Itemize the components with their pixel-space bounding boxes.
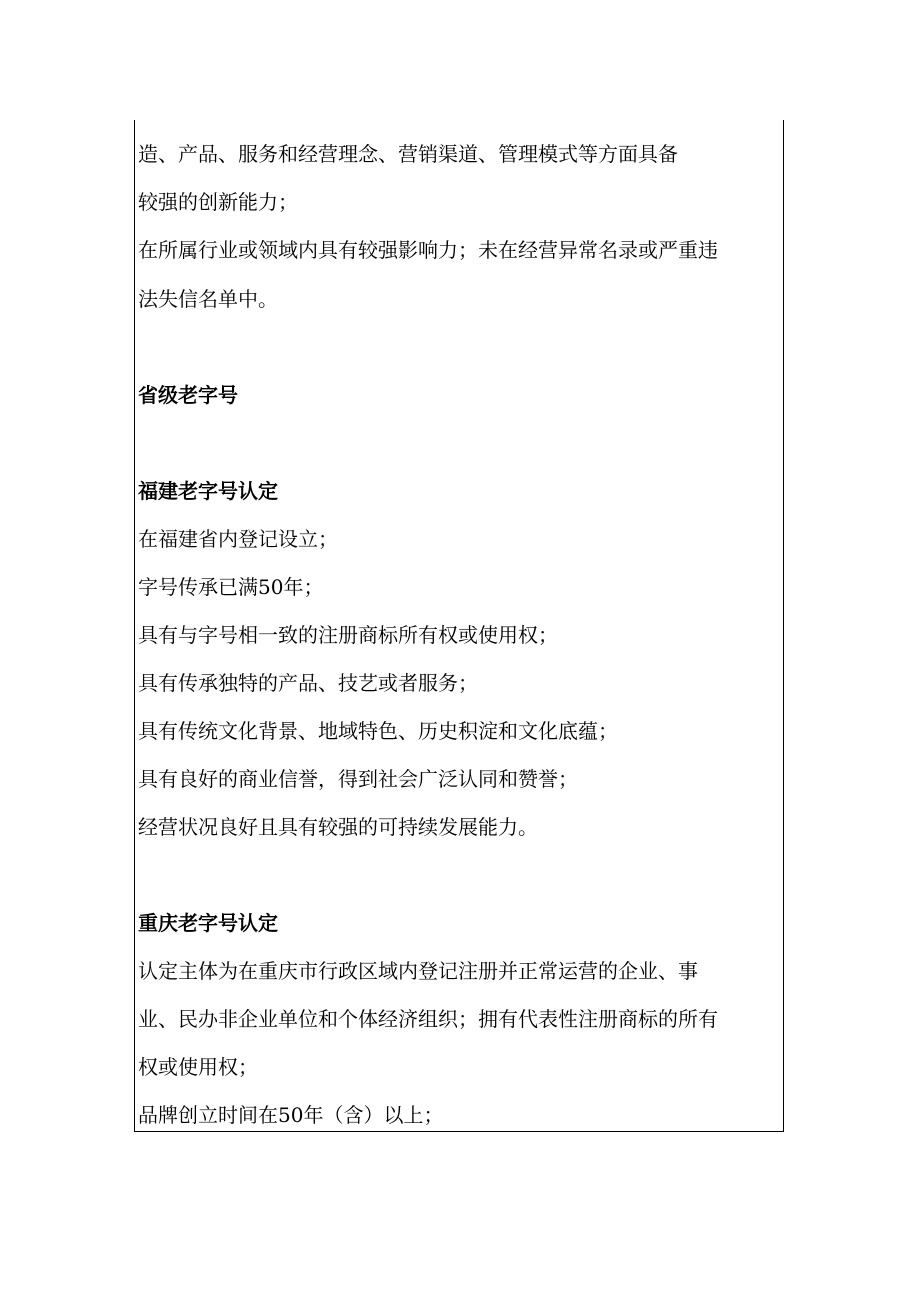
fujian-item: 经营状况良好且具有较强的可持续发展能力。 xyxy=(138,815,538,839)
intro-line-3: 在所属行业或领域内具有较强影响力；未在经营异常名录或严重违 xyxy=(138,238,718,262)
fujian-item: 具有传承独特的产品、技艺或者服务； xyxy=(138,671,478,695)
intro-line-2: 较强的创新能力； xyxy=(138,190,298,214)
fujian-item: 在福建省内登记设立； xyxy=(138,527,338,551)
fujian-item: 具有良好的商业信誉，得到社会广泛认同和赞誉； xyxy=(138,767,578,791)
chongqing-line-3: 权或使用权； xyxy=(138,1055,258,1079)
chongqing-line-2: 业、民办非企业单位和个体经济组织；拥有代表性注册商标的所有 xyxy=(138,1007,718,1031)
intro-line-1: 造、产品、服务和经营理念、营销渠道、管理模式等方面具备 xyxy=(138,142,678,166)
section-title: 省级老字号 xyxy=(138,383,238,407)
fujian-item: 具有与字号相一致的注册商标所有权或使用权； xyxy=(138,623,558,647)
fujian-item: 具有传统文化背景、地域特色、历史积淀和文化底蕴； xyxy=(138,719,618,743)
fujian-item: 字号传承已满50年； xyxy=(138,575,324,599)
fujian-heading: 福建老字号认定 xyxy=(138,479,278,503)
chongqing-line-4: 品牌创立时间在50年（含）以上； xyxy=(138,1103,444,1127)
intro-line-4: 法失信名单中。 xyxy=(138,287,278,311)
chongqing-heading: 重庆老字号认定 xyxy=(138,911,278,935)
chongqing-line-1: 认定主体为在重庆市行政区域内登记注册并正常运营的企业、事 xyxy=(138,959,698,983)
